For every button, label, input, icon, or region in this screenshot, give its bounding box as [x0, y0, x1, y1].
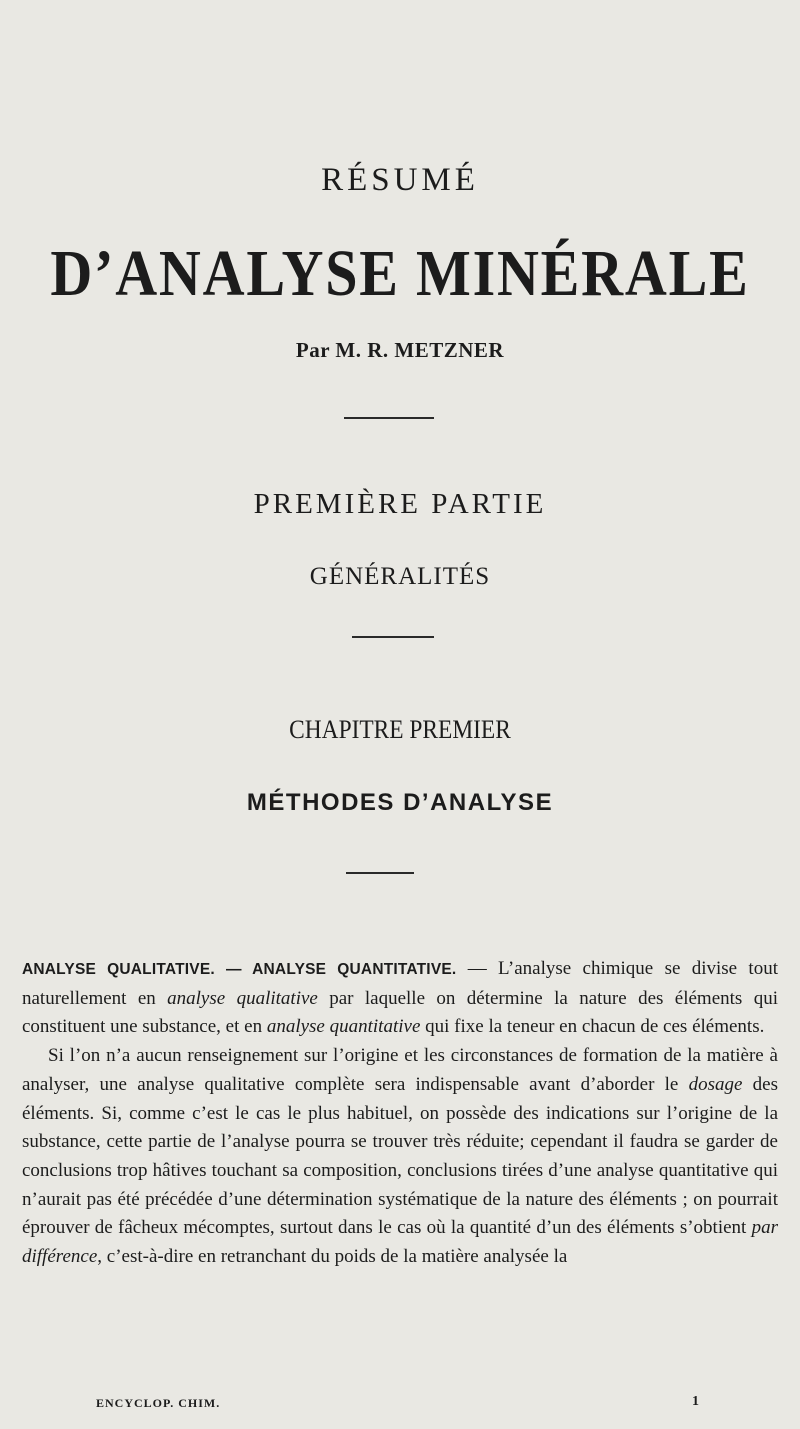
title-resume: RÉSUMÉ	[321, 162, 479, 198]
part-title: PREMIÈRE PARTIE	[253, 488, 547, 520]
text-run: Si l’on n’a aucun renseignement sur l’origine et les circonstances de formation de la matière à analyser, une analyse qualitative complète sera indispensable avant d’aborder le	[22, 1045, 778, 1095]
text-run: , c’est-à-dire en retranchant du poids de la matière analysée la	[97, 1246, 568, 1268]
author-line: Par M. R. METZNER	[295, 338, 505, 362]
chapter-title: CHAPITRE PREMIER	[289, 715, 511, 744]
title-analyse-minerale: D’ANALYSE MINÉRALE	[50, 237, 750, 310]
italic-term: analyse qualitative	[167, 987, 318, 1009]
text-run: — L’analyse chimique se divise tout naturellement en	[22, 958, 778, 1009]
divider-rule	[346, 872, 414, 874]
chapter-subtitle: MÉTHODES D’ANALYSE	[246, 789, 554, 816]
part-subtitle: GÉNÉRALITÉS	[309, 563, 491, 590]
runin-heading: ANALYSE QUALITATIVE. — ANALYSE QUANTITATIVE.	[22, 961, 457, 978]
footer-signature: ENCYCLOP. CHIM.	[96, 1396, 221, 1410]
italic-term: dosage	[688, 1073, 743, 1095]
body-text	[22, 955, 778, 1272]
divider-rule	[352, 636, 434, 638]
page-number: 1	[692, 1394, 699, 1409]
paragraph-renseignement	[22, 1042, 778, 1272]
divider-rule	[344, 417, 434, 419]
italic-term: par différence	[22, 1217, 778, 1268]
text-run: des éléments. Si, comme c’est le cas le plus habituel, on possède des indications sur l’origine de la substance, cette partie de l’analyse pourra se trouver très réduite; cependant il faudra se garder de conclusions trop hâtives touchant sa composition, conclusions tirées d’une analyse quantitative qui n’aurait pas été précédée d’une détermination systématique de la nature des éléments ; on pourrait éprouver de fâcheux mécomptes, surtout dans le cas où la quantité d’un des éléments s’obtient	[22, 1073, 779, 1239]
paragraph-analyse	[22, 955, 778, 1042]
italic-term: analyse quantitative	[266, 1016, 421, 1038]
text-run: par laquelle on détermine la nature des éléments qui constituent une substance, et en	[22, 987, 778, 1038]
text-run: qui fixe la teneur en chacun de ces éléments.	[420, 1016, 765, 1038]
